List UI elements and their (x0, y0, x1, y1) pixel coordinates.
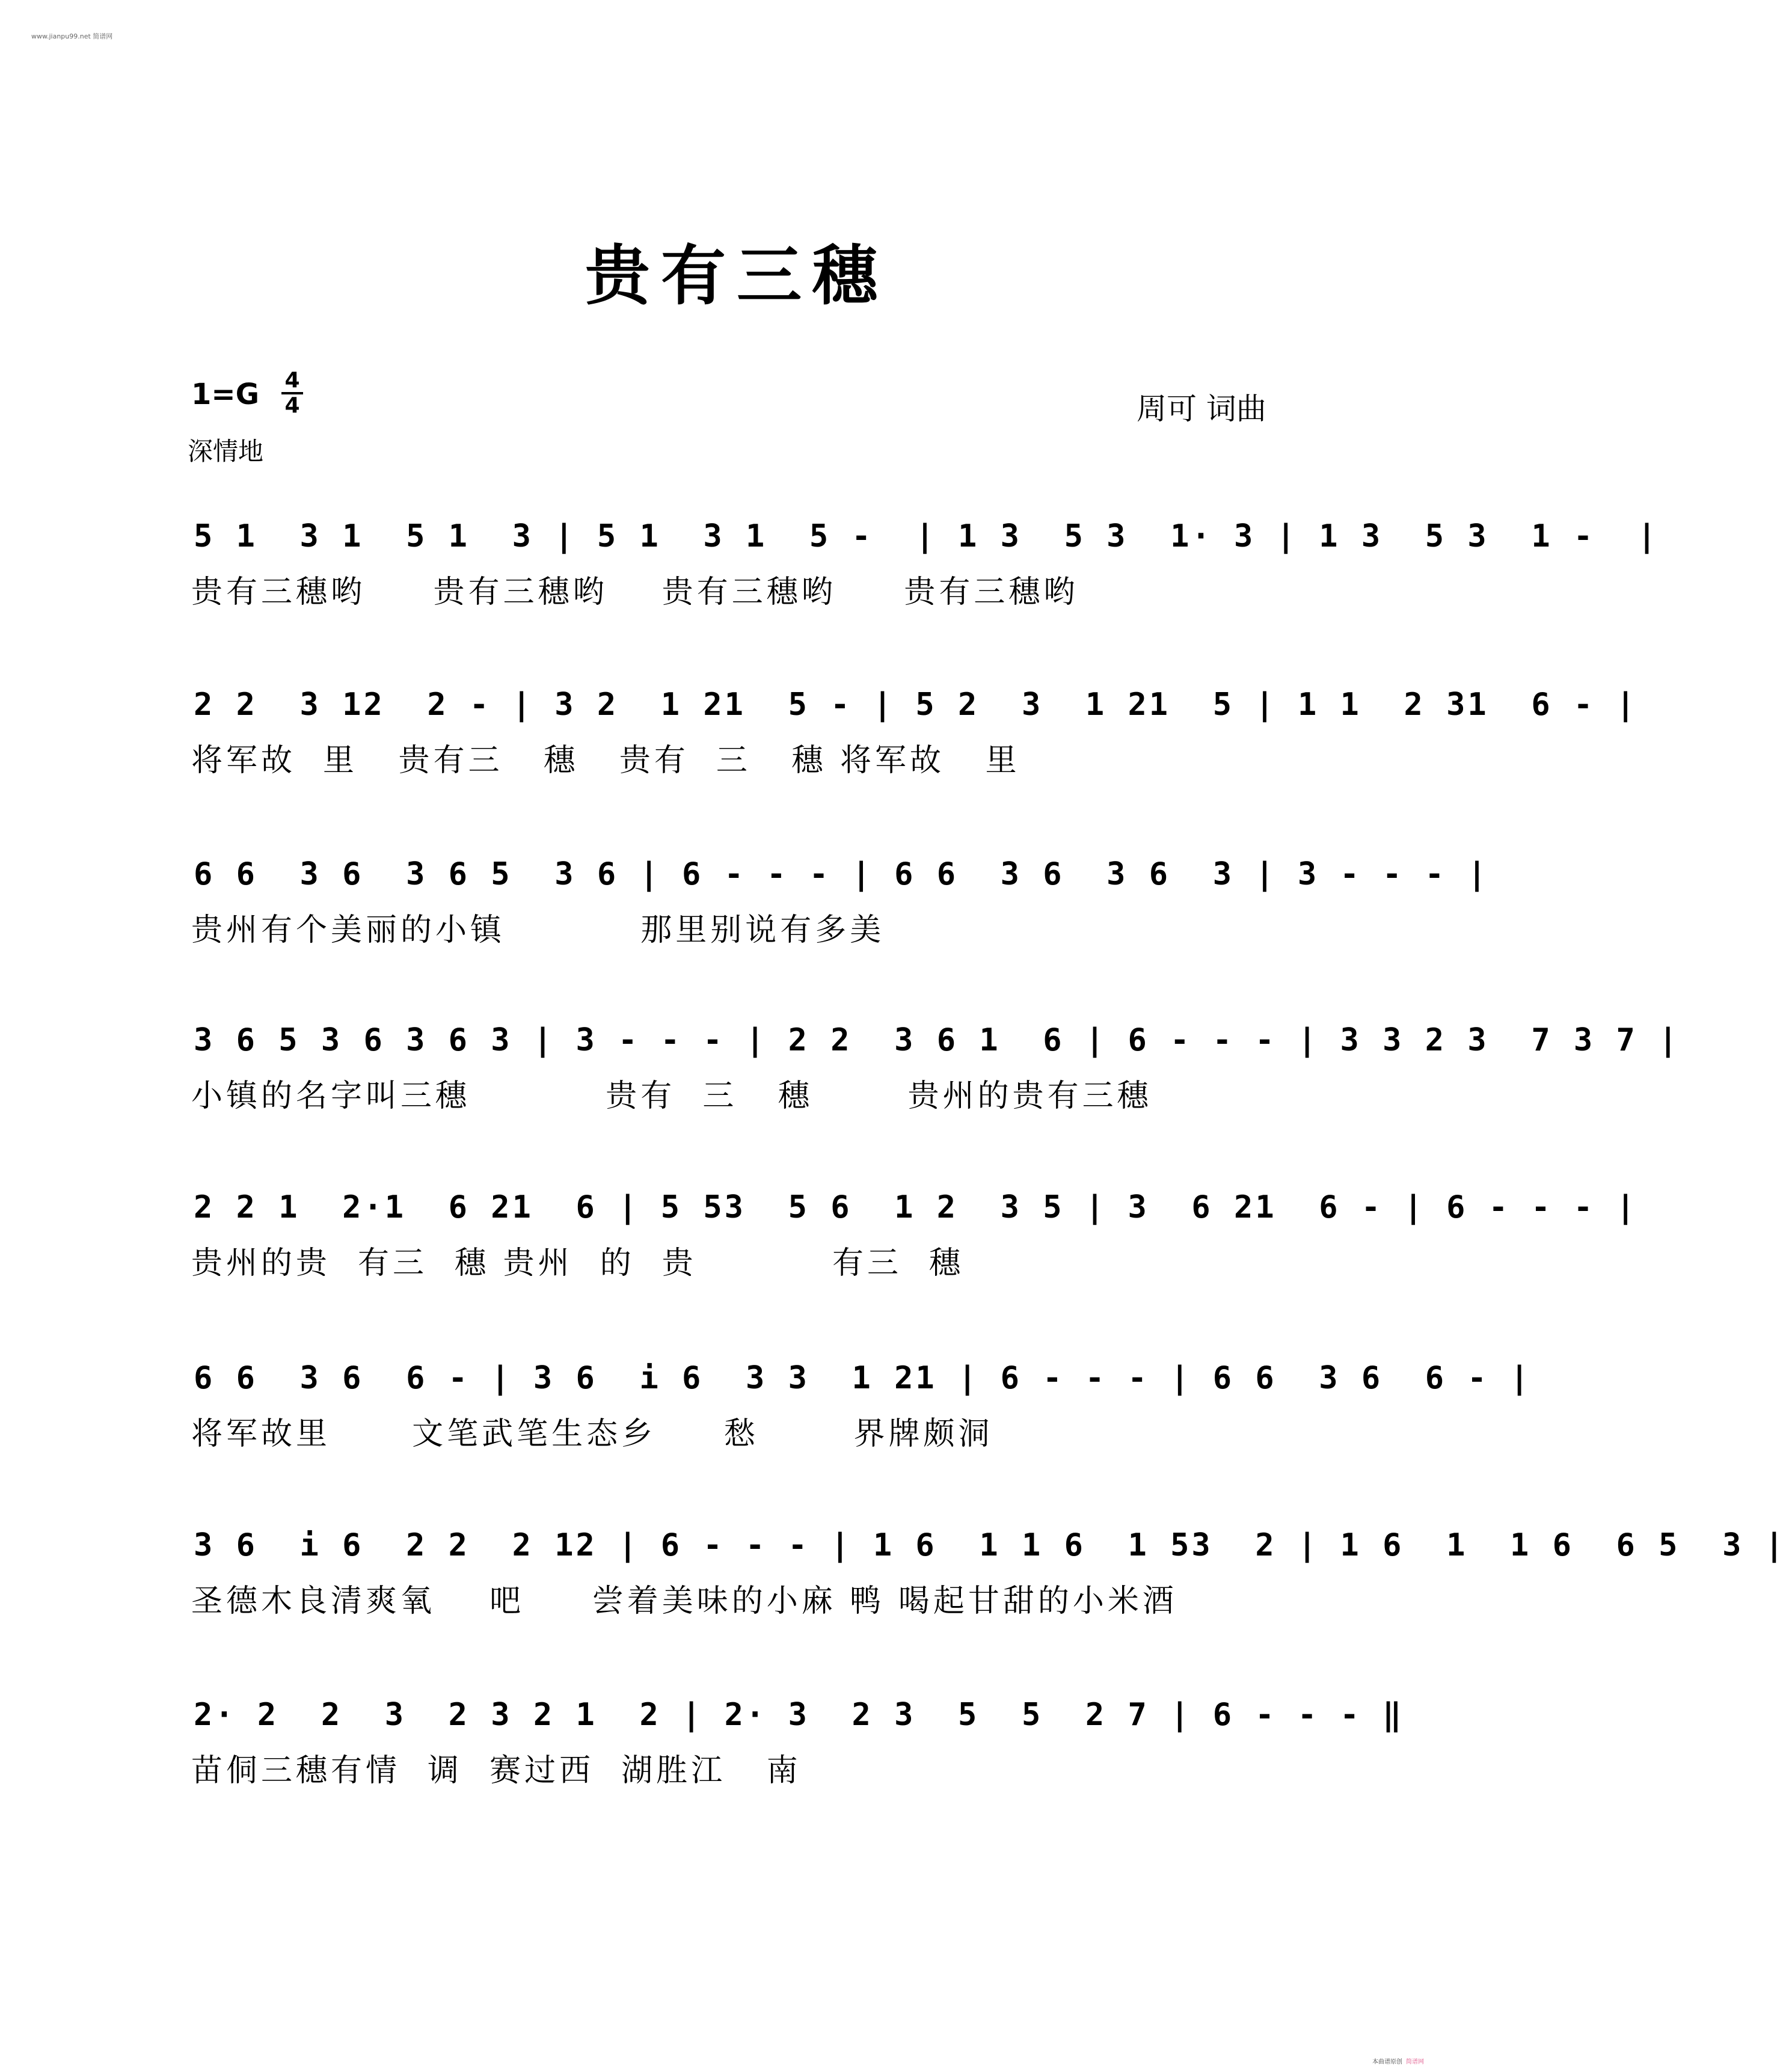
footer-right: 简谱网 (1406, 2059, 1424, 2065)
time-signature-top: 4 (284, 368, 300, 393)
lyrics-line: 贵州有个美丽的小镇 那里别说有多美 (191, 912, 885, 948)
notation-line: 2 2 1 2·1 6 21 6 | 5 53 5 6 1 2 3 5 | 3 6 21 6 - | 6 - - - | (194, 1189, 1637, 1225)
time-signature (280, 369, 304, 417)
time-signature-bottom: 4 (284, 393, 300, 418)
notation-line: 6 6 3 6 3 6 5 3 6 | 6 - - - | 6 6 3 6 3 6 3 | 3 - - - | (194, 856, 1489, 892)
composer-credit: 周可 词曲 (1137, 391, 1266, 426)
lyrics-line: 将军故里 文笔武笔生态乡 愁 界牌颇洞 (191, 1416, 993, 1452)
lyrics-line: 贵州的贵 有三 穗 贵州 的 贵 有三 穗 (191, 1245, 965, 1281)
footer-left: 本曲谱原创 (1372, 2059, 1402, 2065)
site-caption: www.jianpu99.net 简谱网 (31, 32, 113, 40)
tempo-marking: 深情地 (188, 437, 264, 466)
lyrics-line: 贵有三穗哟 贵有三穗哟 贵有三穗哟 贵有三穗哟 (191, 574, 1079, 610)
left-watermark-strip (5, 24, 17, 2056)
notation-line: 2· 2 2 3 2 3 2 1 2 | 2· 3 2 3 5 5 2 7 | 6 - - - ‖ (194, 1697, 1404, 1733)
footer (1372, 2056, 1424, 2065)
notation-line: 6 6 3 6 6 - | 3 6 i 6 3 3 1 21 | 6 - - - | 6 6 3 6 6 - | (194, 1360, 1532, 1396)
lyrics-line: 将军故 里 贵有三 穗 贵有 三 穗 将军故 里 (191, 743, 1020, 779)
notation-line: 5 1 3 1 5 1 3 | 5 1 3 1 5 - | 1 3 5 3 1· 3 | 1 3 5 3 1 - | (194, 518, 1659, 554)
lyrics-line: 圣德木良清爽氧 吧 尝着美味的小麻 鸭 喝起甘甜的小米酒 (191, 1583, 1177, 1619)
lyrics-line: 苗侗三穗有情 调 赛过西 湖胜江 南 (191, 1753, 802, 1789)
song-title: 贵有三穗 (585, 238, 888, 314)
notation-line: 3 6 5 3 6 3 6 3 | 3 - - - | 2 2 3 6 1 6 | 6 - - - | 3 3 2 3 7 3 7 | (194, 1022, 1680, 1058)
key-signature: 1=G (191, 378, 260, 411)
notation-line: 2 2 3 12 2 - | 3 2 1 21 5 - | 5 2 3 1 21 5 | 1 1 2 31 6 - | (194, 687, 1637, 723)
lyrics-line: 小镇的名字叫三穗 贵有 三 穗 贵州的贵有三穗 (191, 1078, 1152, 1114)
notation-line: 3 6 i 6 2 2 2 12 | 6 - - - | 1 6 1 1 6 1 53 2 | 1 6 1 1 6 6 5 3 | (194, 1527, 1786, 1563)
